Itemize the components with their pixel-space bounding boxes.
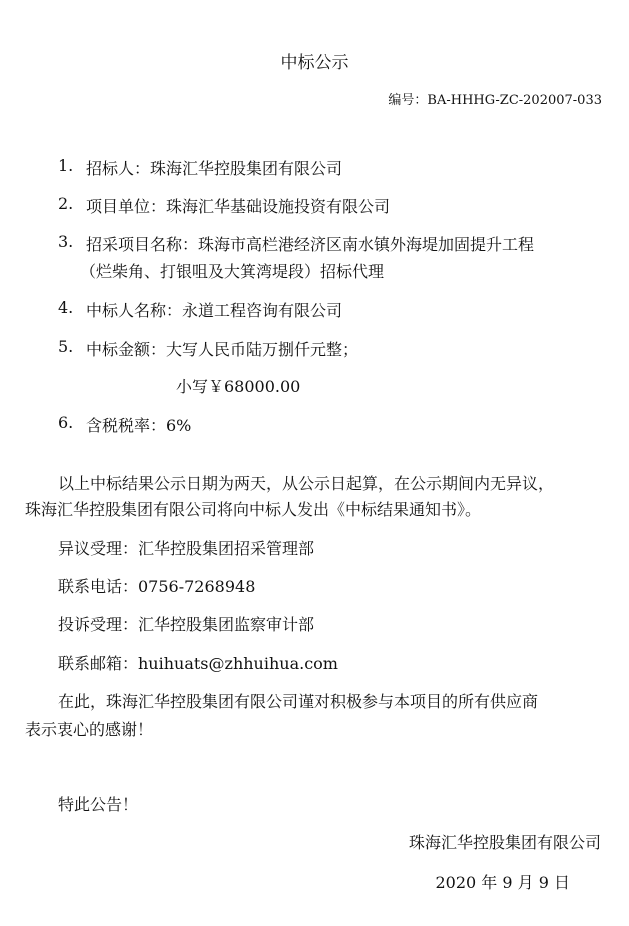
complaint-contact: 投诉受理：汇华控股集团监察审计部 (58, 615, 315, 634)
issue-date: 2020 年 9 月 9 日 (435, 873, 570, 892)
notice-paragraph-line-1: 以上中标结果公示日期为两天，从公示日起算，在公示期间内无异议， (58, 474, 555, 493)
item-number: 6. (58, 413, 74, 432)
list-item-6 (0, 413, 629, 437)
objection-contact: 异议受理：汇华控股集团招采管理部 (58, 539, 315, 558)
item-text: 中标金额：大写人民币陆万捌仟元整； (86, 340, 359, 359)
item-text: 含税税率：6% (86, 416, 192, 435)
list-item-2 (0, 194, 629, 218)
contact-phone: 联系电话：0756-7268948 (58, 577, 256, 596)
page-title: 中标公示 (280, 53, 349, 73)
signature: 珠海汇华控股集团有限公司 (408, 833, 601, 852)
list-item-4 (0, 298, 629, 322)
list-item-5 (0, 337, 629, 397)
list-item-1 (0, 156, 629, 180)
item-text: 招采项目名称：珠海市高栏港经济区南水镇外海堤加固提升工程 (86, 235, 535, 254)
amount-lowercase: 小写￥68000.00 (176, 377, 301, 396)
document-number: 编号：BA-HHHG-ZC-202007-033 (388, 93, 602, 108)
list-item-3 (0, 232, 629, 288)
item-number: 1. (58, 156, 74, 175)
notice-paragraph-line-2: 珠海汇华控股集团有限公司将向中标人发出《中标结果通知书》。 (25, 500, 482, 519)
item-text: 招标人：珠海汇华控股集团有限公司 (86, 159, 343, 178)
item-number: 2. (58, 194, 74, 213)
closing-remark: 特此公告！ (58, 795, 139, 814)
item-text: 项目单位：珠海汇华基础设施投资有限公司 (86, 197, 391, 216)
item-number: 3. (58, 232, 74, 251)
item-number: 4. (58, 298, 74, 317)
contact-email: 联系邮箱：huihuats@zhhuihua.com (58, 654, 338, 673)
thanks-line-1: 在此，珠海汇华控股集团有限公司谨对积极参与本项目的所有供应商 (58, 692, 539, 711)
thanks-line-2: 表示衷心的感谢！ (25, 720, 154, 739)
item-number: 5. (58, 337, 74, 356)
item-text: 中标人名称：永道工程咨询有限公司 (86, 301, 343, 320)
item-text-continued: （烂柴角、打银咀及大箕湾堤段）招标代理 (80, 262, 385, 281)
